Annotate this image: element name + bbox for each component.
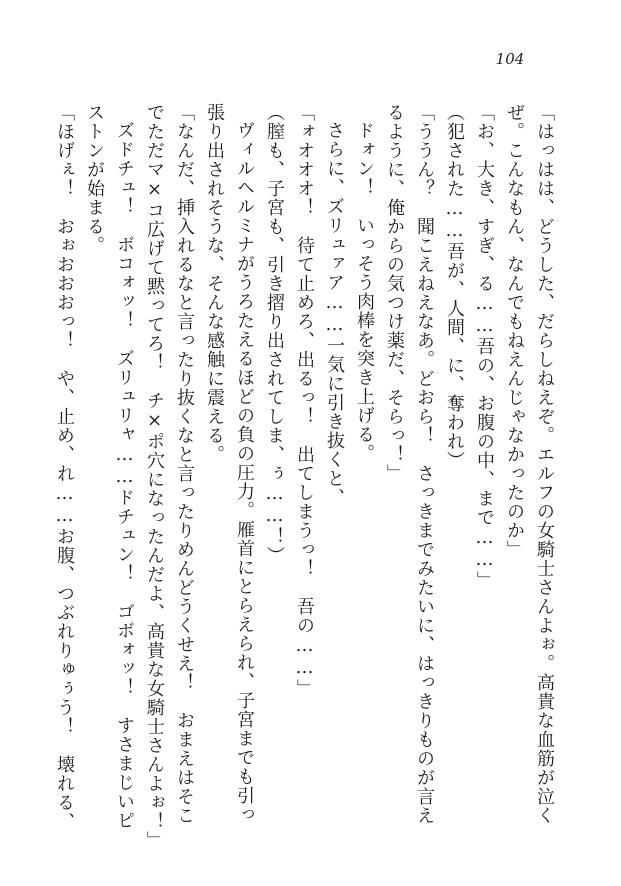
text-line: （膣も、子宮も、引き摺り出されてしま、ぅ……！） — [264, 103, 285, 565]
text-line: 「ほげぇ！ おぉおおおっ！ や、止め、れ……お腹、つぶれりゅぅう！ 壊れる、 — [54, 103, 75, 831]
vertical-text-body — [49, 103, 559, 850]
text-line: でただマ×コ広げて黙ってろ！ チ×ポ穴になったんだよ、高貴な女騎士さんよぉ！」 — [144, 103, 165, 850]
text-line: ドォン！ いっそう肉棒を突き上げる。 — [354, 121, 375, 463]
text-line: ヴィルヘルミナがうろたえるほどの負の圧力。雁首にとらえられ、子宮までも引っ — [234, 121, 255, 824]
text-line: 「お、大き、すぎ、る……吾の、お腹の中、まで……」 — [474, 103, 495, 590]
text-line: 「はっはは、どうした、だらしねえぞ。エルフの女騎士さんよぉ。高貴な血筋が泣く — [534, 103, 555, 825]
text-line: ストンが始まる。 — [84, 103, 105, 255]
page-number: 104 — [495, 50, 525, 68]
text-line: ズドチュ！ ボコォッ！ ズリュリャ……ドチュン！ ゴボォッ！ すさまじいピ — [114, 121, 135, 830]
text-line: （犯された……吾が、人間、に、奪われ） — [444, 103, 465, 470]
text-line: 「なんだ、挿入れるなと言ったり抜くなと言ったりめんどうくせえ！ おまえはそこ — [174, 103, 195, 825]
text-line: ぜ。こんなもん、なんでもねえんじゃなかったのか」 — [504, 103, 525, 559]
text-line: るように、俺からの気つけ薬だ、そらっ！」 — [384, 103, 405, 483]
text-line: 「ううん？ 聞こえねえなあ。どおら！ さっきまでみたいに、はっきりものが言え — [414, 103, 435, 825]
text-line: 「ォオオオ！ 待て止めろ、出るっ！ 出てしまうっ！ 吾の……」 — [294, 103, 315, 698]
text-line: 張り出されそうな、そんな感触に震える。 — [204, 103, 225, 464]
text-line: さらに、ズリュァア……一気に引き抜くと、 — [324, 121, 345, 507]
